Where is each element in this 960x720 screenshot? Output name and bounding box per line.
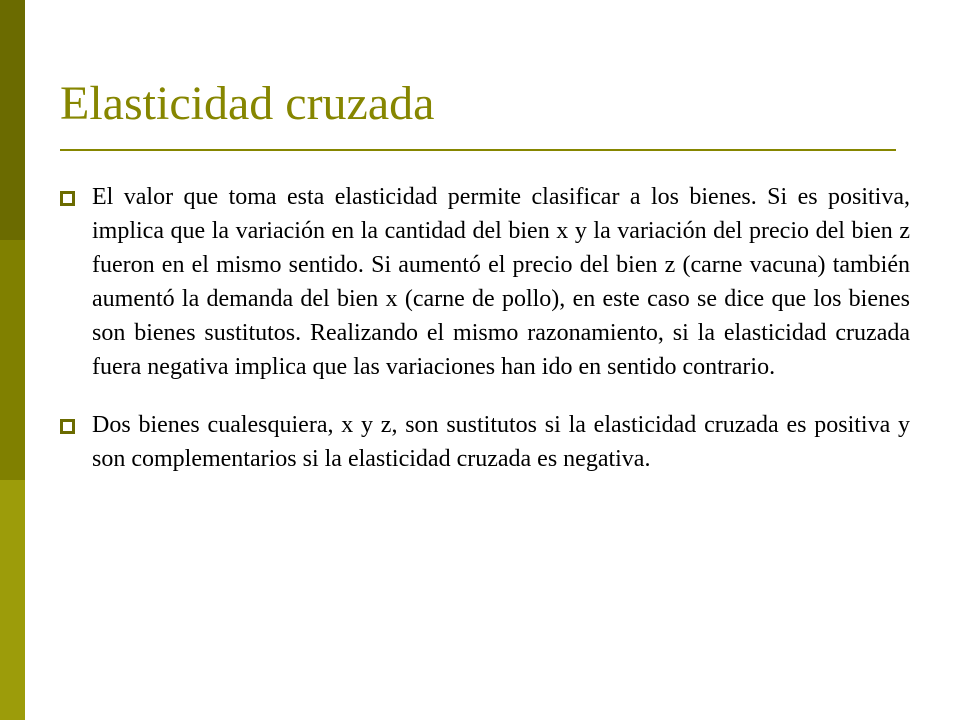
- square-bullet-icon: [60, 191, 75, 206]
- bullet-item-1: [60, 180, 910, 384]
- slide-content: [60, 180, 910, 500]
- side-bar-bottom: [0, 480, 25, 720]
- bullet-text: El valor que toma esta elasticidad permite clasificar a los bienes. Si es positiva, implica que la variación en la cantidad del bien x y la variación del precio del bien z fueron en el mismo sentido. Si aumentó el precio del bien z (carne vacuna) también aumentó la demanda del bien x (carne de pollo), en este caso se dice que los bienes son bienes sustitutos. Realizando el mismo razonamiento, si la elasticidad cruzada fuera negativa implica que las variaciones han ido en sentido contrario.: [92, 184, 910, 380]
- slide-title: Elasticidad cruzada: [60, 77, 435, 130]
- side-bar-top: [0, 0, 25, 240]
- square-bullet-icon: [60, 419, 75, 434]
- bullet-text: Dos bienes cualesquiera, x y z, son sustitutos si la elasticidad cruzada es positiva y son complementarios si la elasticidad cruzada es negativa.: [92, 412, 910, 472]
- bullet-item-2: [60, 408, 910, 476]
- side-bar-middle: [0, 240, 25, 480]
- title-underline: [60, 149, 896, 151]
